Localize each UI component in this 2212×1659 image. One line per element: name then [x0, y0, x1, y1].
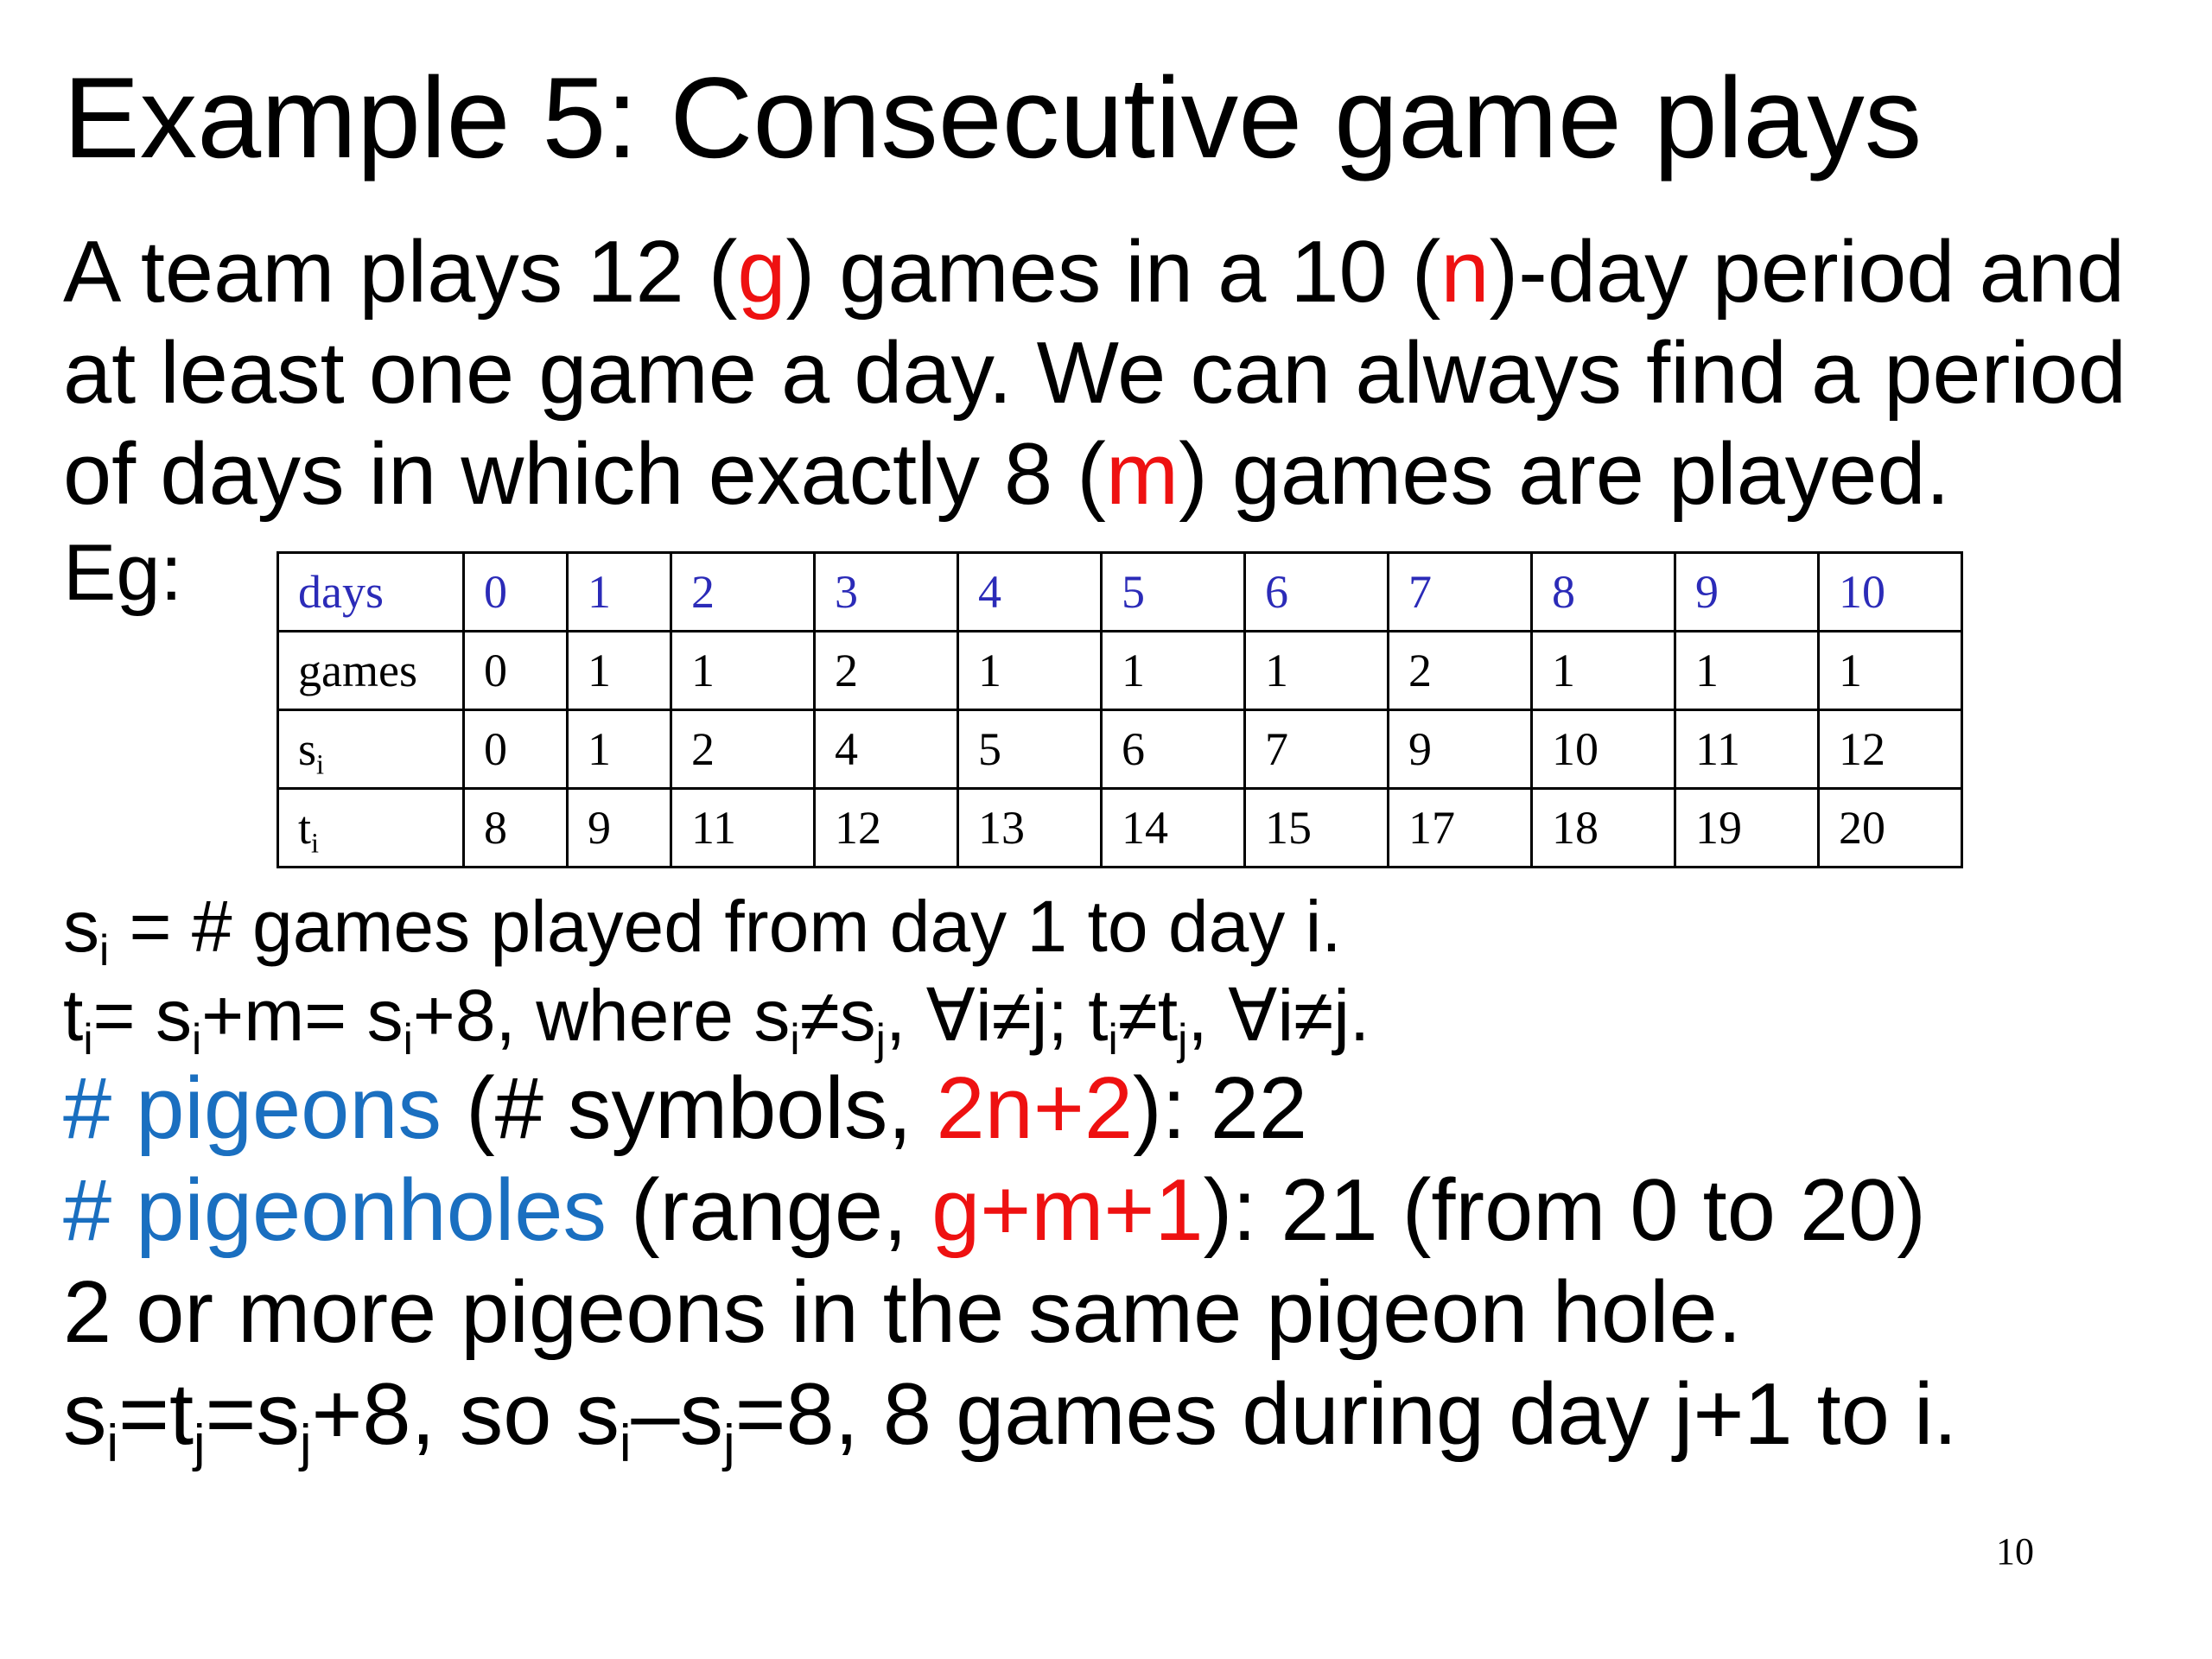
problem-line-2: at least one game a day. We can always find a period	[63, 325, 2126, 422]
cell: 7	[1389, 553, 1532, 632]
cell: 2	[815, 632, 958, 710]
cell: 1	[958, 632, 1102, 710]
cell: 5	[958, 710, 1102, 789]
cell: 9	[1675, 553, 1819, 632]
row-s-i	[278, 710, 1962, 789]
cell: 1	[671, 632, 815, 710]
var-g: g	[737, 224, 786, 321]
var-m: m	[1105, 426, 1179, 523]
t-definition: $t_i= s_i+m= s_i+8$, where $s_i\ne s_j$, ∀i≠j; $t_i\ne t_j$, ∀i≠j.	[63, 975, 1370, 1065]
cell: 1	[1675, 632, 1819, 710]
pigeons-formula: 2n+2	[936, 1060, 1133, 1157]
cell: 12	[1819, 710, 1962, 789]
cell: 2	[671, 710, 815, 789]
pigeonholes-line: # pigeonholes (range, g+m+1): 21 (from 0 to 20)	[63, 1162, 1926, 1259]
cell: 11	[671, 789, 815, 868]
cell: 0	[464, 710, 568, 789]
problem-statement	[63, 222, 2197, 525]
cell: 14	[1102, 789, 1245, 868]
cell: 3	[815, 553, 958, 632]
cell: 1	[1532, 632, 1675, 710]
eg-label: Eg:	[63, 529, 183, 617]
row-label-games: games	[278, 632, 464, 710]
cell: 1	[568, 632, 671, 710]
cell: 15	[1245, 789, 1389, 868]
conclusion-line: 2 or more pigeons in the same pigeon hole.	[63, 1264, 1742, 1361]
page-number: 10	[1996, 1530, 2034, 1573]
problem-line-3: of days in which exactly 8 (m) games are played.	[63, 426, 1950, 523]
cell: 5	[1102, 553, 1245, 632]
cell: 1	[1102, 632, 1245, 710]
cell: 18	[1532, 789, 1675, 868]
pigeons-line: # pigeons (# symbols, 2n+2): 22	[63, 1060, 1308, 1157]
cell: 11	[1675, 710, 1819, 789]
cell: 4	[815, 710, 958, 789]
pigeonholes-formula: g+m+1	[931, 1162, 1204, 1259]
var-n: n	[1440, 224, 1490, 321]
cell: 12	[815, 789, 958, 868]
pigeons-label: # pigeons	[63, 1060, 442, 1157]
cell: 9	[568, 789, 671, 868]
cell: 13	[958, 789, 1102, 868]
cell: 17	[1389, 789, 1532, 868]
cell: 10	[1532, 710, 1675, 789]
cell: 2	[671, 553, 815, 632]
cell: 1	[1819, 632, 1962, 710]
cell: 4	[958, 553, 1102, 632]
cell: 8	[1532, 553, 1675, 632]
cell: 20	[1819, 789, 1962, 868]
row-label-s-i: $s_i$	[278, 710, 464, 789]
cell: 8	[464, 789, 568, 868]
cell: 0	[464, 632, 568, 710]
row-t-i	[278, 789, 1962, 868]
cell: 19	[1675, 789, 1819, 868]
cell: 0	[464, 553, 568, 632]
cell: 1	[568, 553, 671, 632]
cell: 10	[1819, 553, 1962, 632]
cell: 1	[1245, 632, 1389, 710]
slide-title: Example 5: Consecutive game plays	[63, 54, 1923, 182]
cell: 9	[1389, 710, 1532, 789]
example-table	[276, 551, 1963, 868]
cell: 1	[568, 710, 671, 789]
pigeonholes-label: # pigeonholes	[63, 1162, 607, 1259]
s-definition: $s_i$ = # games played from day 1 to day i.	[63, 886, 1342, 976]
cell: 2	[1389, 632, 1532, 710]
cell: 7	[1245, 710, 1389, 789]
cell: 6	[1102, 710, 1245, 789]
row-days	[278, 553, 1962, 632]
row-label-days: days	[278, 553, 464, 632]
cell: 6	[1245, 553, 1389, 632]
row-label-t-i: $t_i$	[278, 789, 464, 868]
row-games	[278, 632, 1962, 710]
problem-line-1: A team plays 12 (g) games in a 10 (n)-day period and	[63, 224, 2126, 321]
final-line: $s_i=t_j=s_j+8$, so $s_i-s_j=8$, 8 games during day j+1 to i.	[63, 1366, 1958, 1472]
